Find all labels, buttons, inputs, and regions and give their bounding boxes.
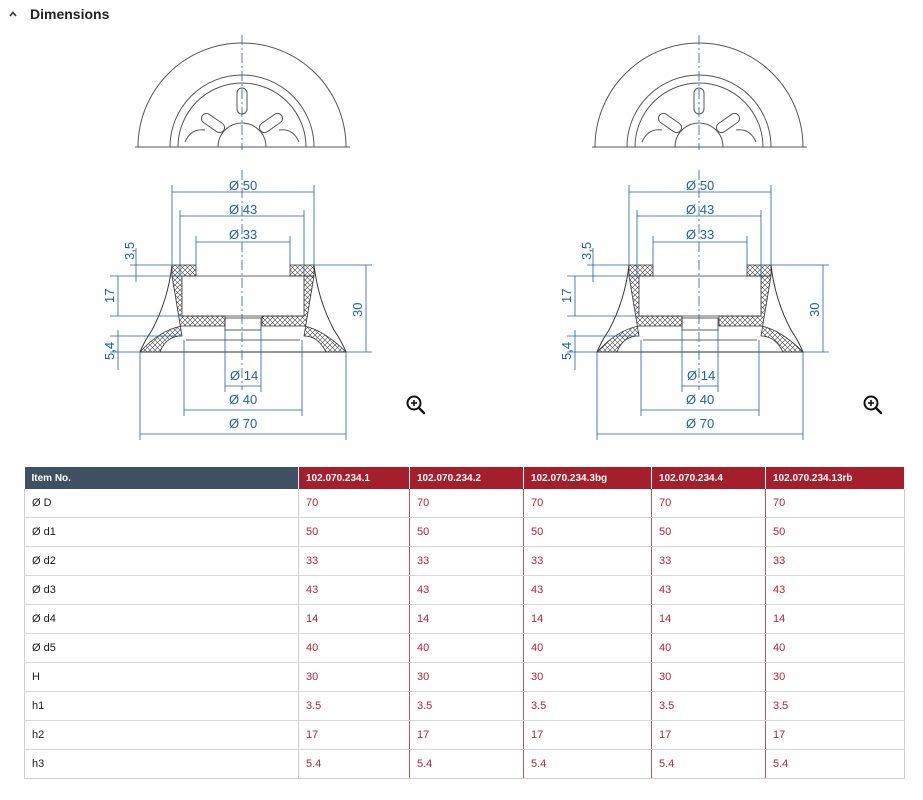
header-item-1: 102.070.234.1: [299, 467, 410, 489]
dim-h30: 30: [350, 302, 365, 317]
table-cell: 43: [299, 576, 410, 605]
zoom-in-icon[interactable]: [405, 394, 427, 416]
top-view: [135, 43, 350, 147]
table-cell: 17: [524, 721, 652, 750]
table-row: [25, 576, 905, 605]
row-label: Ø d5: [25, 634, 299, 663]
dim-d43: Ø 43: [686, 202, 715, 217]
table-cell: 50: [766, 518, 905, 547]
table-cell: 43: [524, 576, 652, 605]
section-view: [597, 265, 803, 352]
section-title: Dimensions: [30, 6, 110, 22]
table-cell: 14: [299, 605, 410, 634]
dim-d70: Ø 70: [686, 416, 715, 431]
table-cell: 30: [766, 663, 905, 692]
table-cell: 17: [299, 721, 410, 750]
table-row: [25, 634, 905, 663]
technical-drawing-right: [460, 30, 920, 440]
table-cell: 33: [524, 547, 652, 576]
table-cell: 30: [410, 663, 524, 692]
table-cell: 5.4: [766, 750, 905, 779]
header-item-3: 102.070.234.3bg: [524, 467, 652, 489]
dim-d40: Ø 40: [229, 392, 258, 407]
table-cell: 5.4: [299, 750, 410, 779]
dim-h54: 5,4: [102, 341, 117, 360]
table-cell: 40: [410, 634, 524, 663]
top-view: [592, 43, 807, 147]
table-cell: 33: [299, 547, 410, 576]
table-cell: 43: [410, 576, 524, 605]
table-cell: 43: [766, 576, 905, 605]
table-row: [25, 721, 905, 750]
table-row: [25, 692, 905, 721]
dim-d33: Ø 33: [686, 227, 715, 242]
table-cell: 3.5: [766, 692, 905, 721]
dim-d14: Ø 14: [230, 368, 259, 383]
drawing-svg: [460, 30, 920, 440]
table-cell: 14: [766, 605, 905, 634]
table-cell: 70: [652, 489, 766, 518]
table-cell: 3.5: [410, 692, 524, 721]
table-cell: 30: [299, 663, 410, 692]
section-toggle[interactable]: [8, 4, 109, 24]
table-cell: 70: [410, 489, 524, 518]
zoom-in-icon[interactable]: [862, 394, 884, 416]
table-cell: 17: [652, 721, 766, 750]
dim-d50: Ø 50: [686, 178, 715, 193]
table-cell: 33: [766, 547, 905, 576]
table-cell: 5.4: [524, 750, 652, 779]
table-cell: 50: [299, 518, 410, 547]
table-cell: 3.5: [524, 692, 652, 721]
table-cell: 33: [410, 547, 524, 576]
table-cell: 40: [524, 634, 652, 663]
dim-d50: Ø 50: [229, 178, 258, 193]
header-item-5: 102.070.234.13rb: [766, 467, 905, 489]
header-item-2: 102.070.234.2: [410, 467, 524, 489]
table-row: [25, 547, 905, 576]
table-cell: 70: [524, 489, 652, 518]
header-item-4: 102.070.234.4: [652, 467, 766, 489]
dim-d70: Ø 70: [229, 416, 258, 431]
row-label: Ø d4: [25, 605, 299, 634]
table-cell: 43: [652, 576, 766, 605]
table-row: [25, 663, 905, 692]
chevron-up-icon[interactable]: [8, 9, 18, 19]
row-label: h1: [25, 692, 299, 721]
dim-h35: 3,5: [579, 241, 594, 260]
table-cell: 70: [299, 489, 410, 518]
row-label: h2: [25, 721, 299, 750]
row-label: Ø d1: [25, 518, 299, 547]
table-cell: 70: [766, 489, 905, 518]
section-view: [140, 265, 346, 352]
table-cell: 17: [410, 721, 524, 750]
table-cell: 14: [652, 605, 766, 634]
table-header-row: [25, 467, 905, 489]
dim-h30: 30: [807, 302, 822, 317]
table-cell: 30: [524, 663, 652, 692]
row-label: Ø D: [25, 489, 299, 518]
table-cell: 50: [524, 518, 652, 547]
dim-d14: Ø 14: [687, 368, 716, 383]
row-label: Ø d3: [25, 576, 299, 605]
table-cell: 5.4: [410, 750, 524, 779]
dim-d40: Ø 40: [686, 392, 715, 407]
dim-h54: 5,4: [559, 341, 574, 360]
table-cell: 30: [652, 663, 766, 692]
table-cell: 50: [652, 518, 766, 547]
drawing-svg: [0, 30, 460, 440]
table-cell: 33: [652, 547, 766, 576]
table-cell: 5.4: [652, 750, 766, 779]
row-label: H: [25, 663, 299, 692]
row-label: h3: [25, 750, 299, 779]
table-cell: 3.5: [652, 692, 766, 721]
header-item-no: Item No.: [25, 467, 299, 489]
dim-d33: Ø 33: [229, 227, 258, 242]
table-cell: 14: [410, 605, 524, 634]
technical-drawing-left: [0, 30, 460, 440]
dim-d43: Ø 43: [229, 202, 258, 217]
table-cell: 50: [410, 518, 524, 547]
table-row: [25, 605, 905, 634]
table-row: [25, 518, 905, 547]
table-cell: 17: [766, 721, 905, 750]
dim-h17: 17: [559, 288, 574, 303]
table-cell: 40: [766, 634, 905, 663]
dimensions-table: [24, 467, 905, 779]
dim-h35: 3,5: [122, 241, 137, 260]
dim-h17: 17: [102, 288, 117, 303]
table-cell: 40: [299, 634, 410, 663]
table-cell: 40: [652, 634, 766, 663]
table-row: [25, 489, 905, 518]
table-cell: 3.5: [299, 692, 410, 721]
row-label: Ø d2: [25, 547, 299, 576]
table-row: [25, 750, 905, 779]
table-cell: 14: [524, 605, 652, 634]
